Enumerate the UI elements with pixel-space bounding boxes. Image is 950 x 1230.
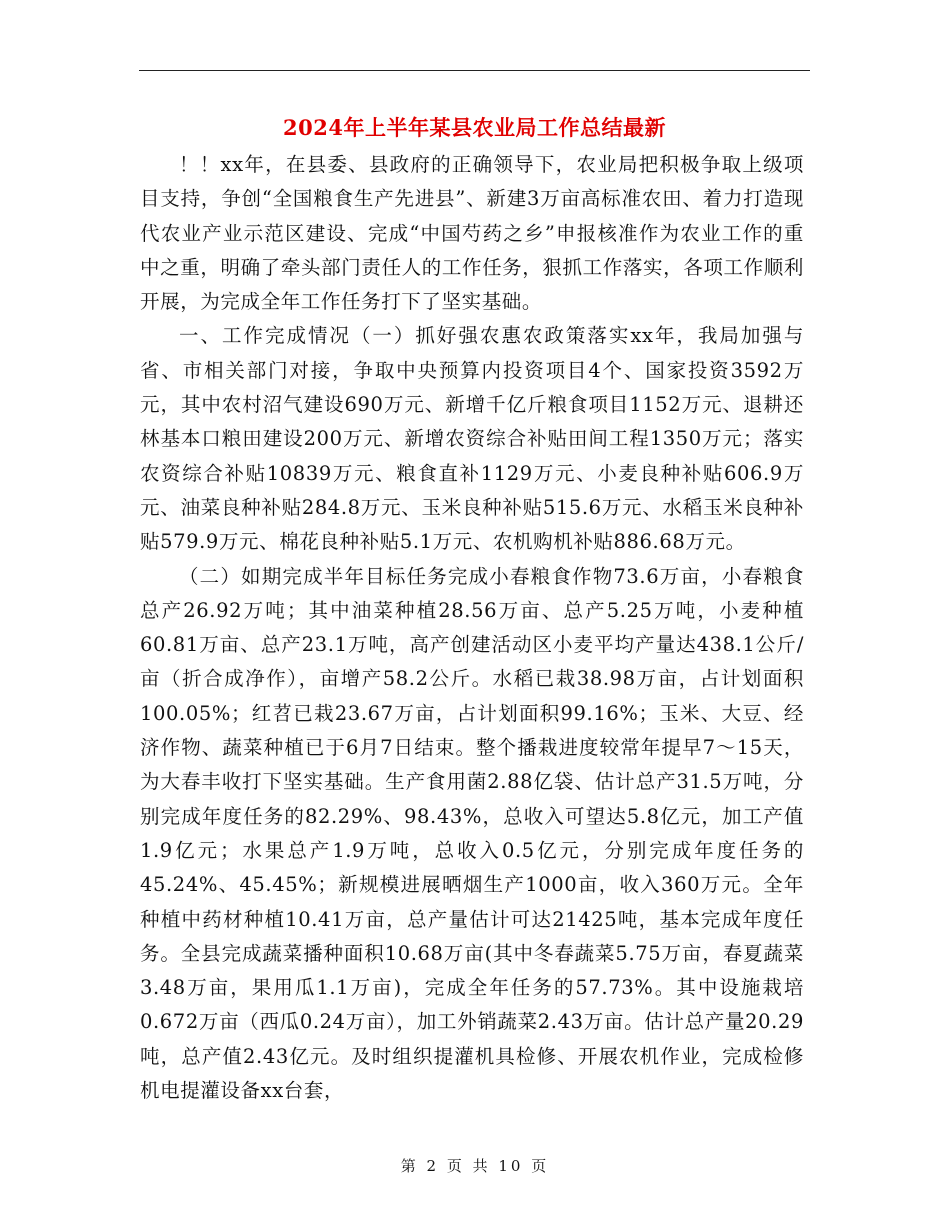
page-number-footer: 第 2 页 共 10 页 <box>400 1157 550 1175</box>
document-title: 2024年上半年某县农业局工作总结最新 <box>283 115 666 140</box>
header-rule <box>139 70 810 71</box>
document-body <box>140 148 804 1108</box>
paragraph-section-2: （二）如期完成半年目标任务完成小春粮食作物73.6万亩，小春粮食总产26.92万吨；其中油菜种植28.56万亩、总产5.25万吨，小麦种植60.81万亩、总产23.1万吨，高产创建活动区小麦平均产量达438.1公斤/亩（折合成净作），亩增产58.2公斤。水稻已栽38.98万亩，占计划面积100.05%；红苕已栽23.67万亩，占计划面积99.16%；玉米、大豆、经济作物、蔬菜种植已于6月7日结束。整个播栽进度较常年提早7～15天，为大春丰收打下坚实基础。生产食用菌2.88亿袋、估计总产31.5万吨，分别完成年度任务的82.29%、98.43%，总收入可望达5.8亿元，加工产值1.9亿元；水果总产1.9万吨，总收入0.5亿元，分别完成年度任务的45.24%、45.45%；新规模进展晒烟生产1000亩，收入360万元。全年种植中药材种植10.41万亩，总产量估计可达21425吨，基本完成年度任务。全县完成蔬菜播种面积10.68万亩(其中冬春蔬菜5.75万亩，春夏蔬菜3.48万亩，果用瓜1.1万亩)，完成全年任务的57.73%。其中设施栽培0.672万亩（西瓜0.24万亩），加工外销蔬菜2.43万亩。估计总产量20.29吨，总产值2.43亿元。及时组织提灌机具检修、开展农机作业，完成检修机电提灌设备xx台套， <box>140 564 804 1103</box>
paragraph-section-1: 一、工作完成情况（一）抓好强农惠农政策落实xx年，我局加强与省、市相关部门对接，争取中央预算内投资项目4个、国家投资3592万元，其中农村沼气建设690万元、新增千亿斤粮食项目1152万元、退耕还林基本口粮田建设200万元、新增农资综合补贴田间工程1350万元；落实农资综合补贴10839万元、粮食直补1129万元、小麦良种补贴606.9万元、油菜良种补贴284.8万元、玉米良种补贴515.6万元、水稻玉米良种补贴579.9万元、棉花良种补贴5.1万元、农机购机补贴886.68万元。 <box>140 324 804 554</box>
paragraph-intro: ！！xx年，在县委、县政府的正确领导下，农业局把积极争取上级项目支持，争创“全国粮食生产先进县”、新建3万亩高标准农田、着力打造现代农业产业示范区建设、完成“中国芍药之乡”申报核准作为农业工作的重中之重，明确了牵头部门责任人的工作任务，狠抓工作落实，各项工作顺利开展，为完成全年工作任务打下了坚实基础。 <box>140 153 804 314</box>
